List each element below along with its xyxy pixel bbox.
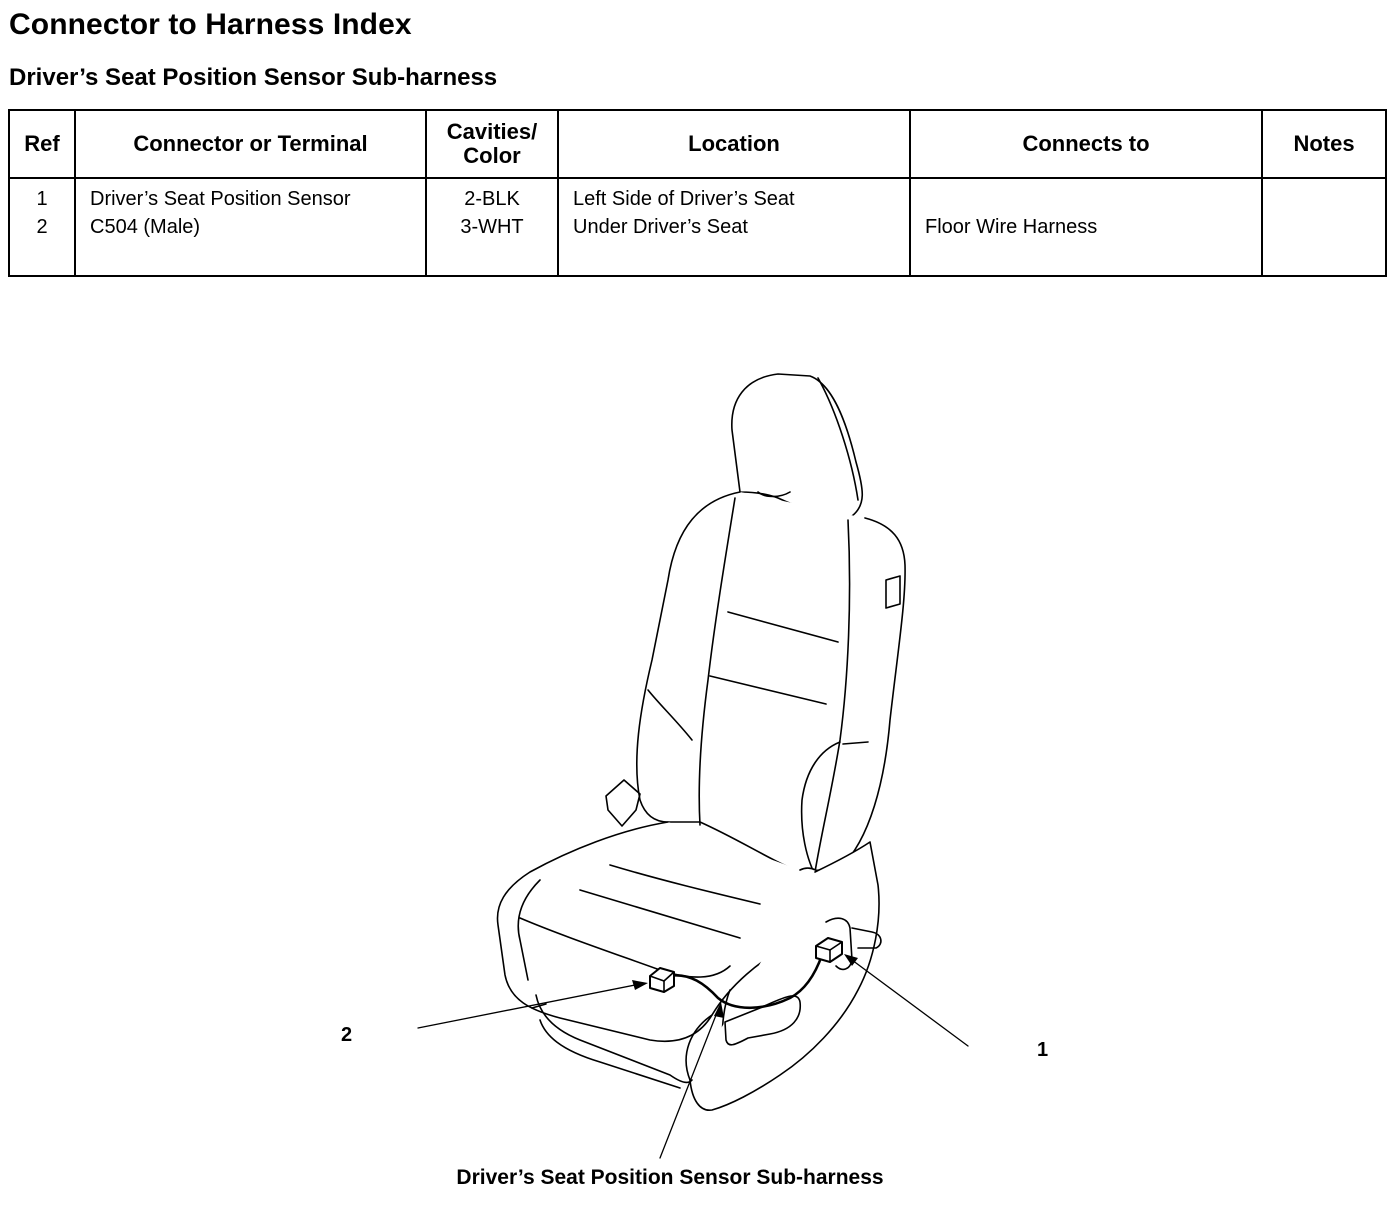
ref-1: 1 — [36, 188, 48, 210]
connects-to-2: Floor Wire Harness — [925, 216, 1098, 238]
header-ref: Ref — [9, 110, 75, 178]
connector-1: Driver’s Seat Position Sensor — [90, 188, 351, 210]
location-1: Left Side of Driver’s Seat — [573, 188, 795, 210]
header-connects-to: Connects to — [910, 110, 1262, 178]
cavities-2: 3-WHT — [460, 216, 524, 238]
header-cavities-line2: Color — [463, 143, 521, 168]
section-subtitle: Driver’s Seat Position Sensor Sub-harness — [9, 64, 498, 91]
location-2: Under Driver’s Seat — [573, 216, 748, 238]
header-notes: Notes — [1262, 110, 1386, 178]
ref-2: 2 — [36, 216, 48, 238]
page-title: Connector to Harness Index — [9, 8, 412, 41]
header-connector: Connector or Terminal — [75, 110, 426, 178]
header-cavities-line1: Cavities/ — [446, 119, 538, 144]
callout-1: 1 — [1037, 1039, 1049, 1061]
callout-2: 2 — [341, 1024, 353, 1046]
header-location: Location — [558, 110, 910, 178]
cavities-1: 2-BLK — [464, 188, 520, 210]
backrest-illustration — [606, 492, 905, 880]
figure-caption: Driver’s Seat Position Sensor Sub-harness — [456, 1166, 884, 1189]
connector-2: C504 (Male) — [90, 216, 201, 238]
leader-line-1 — [852, 960, 968, 1046]
